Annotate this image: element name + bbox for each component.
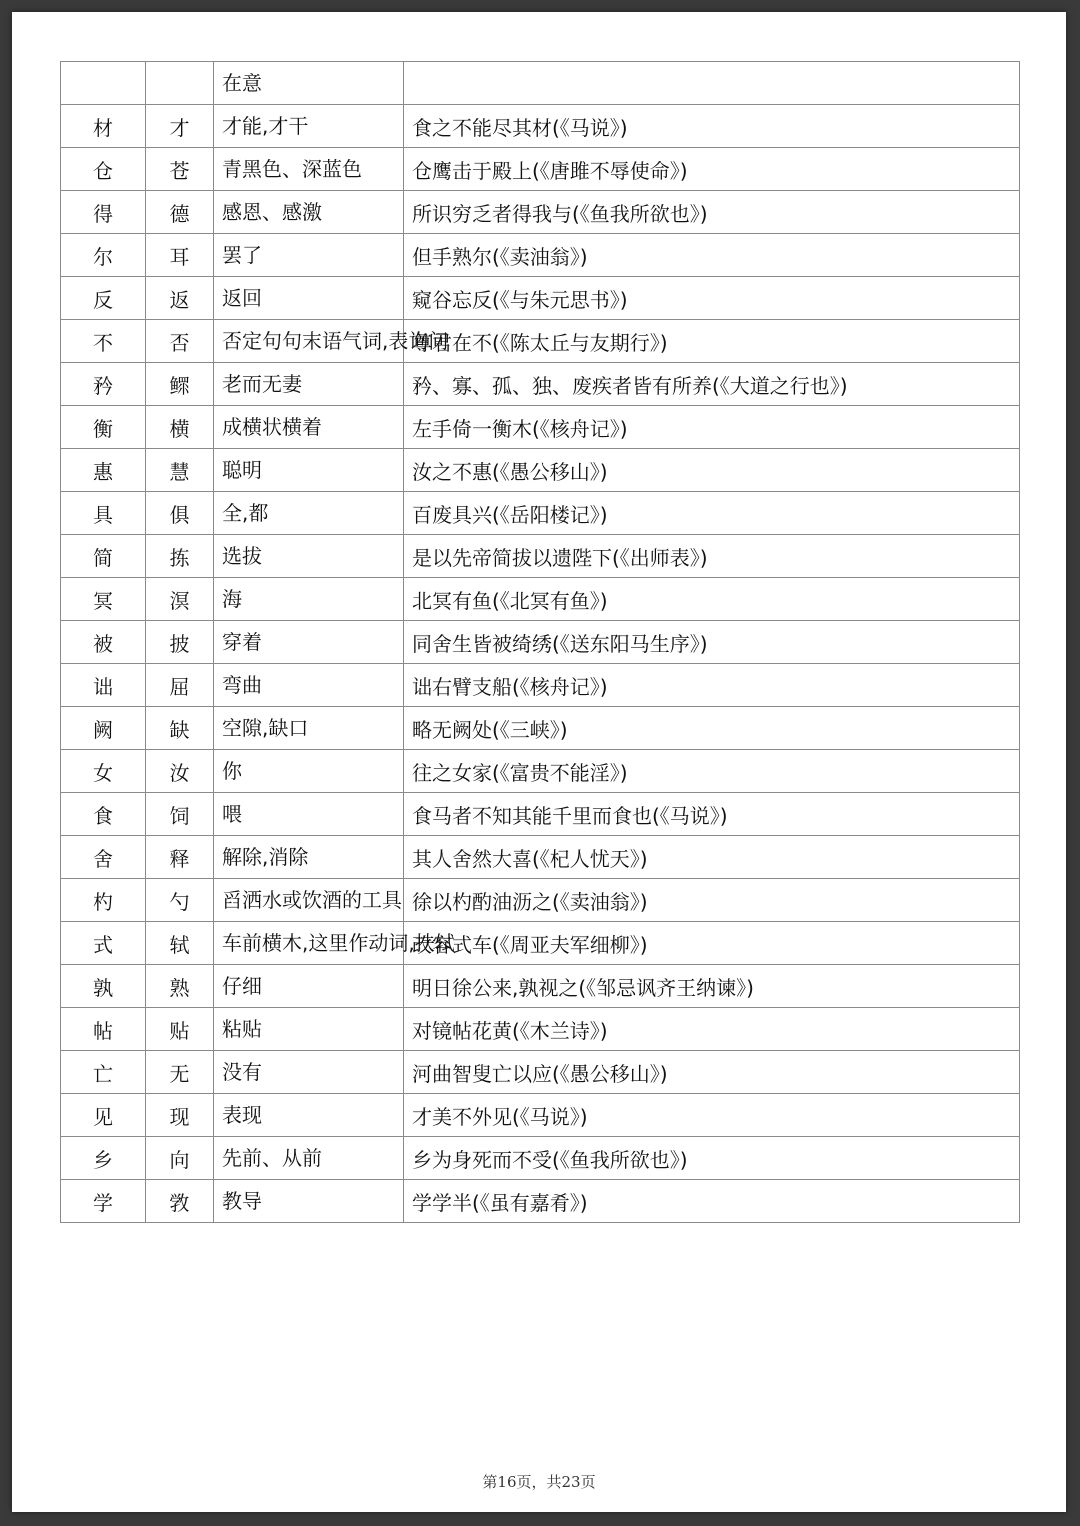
example-sentence-cell: 徐以杓酌油沥之(《卖油翁》): [404, 879, 1020, 922]
example-sentence-cell: 对镜帖花黄(《木兰诗》): [404, 1008, 1020, 1051]
example-sentence-cell: 学学半(《虽有嘉肴》): [404, 1180, 1020, 1223]
tongjia-char-cell: 无: [146, 1051, 214, 1094]
table-row: [61, 707, 1020, 750]
meaning-cell: 老而无妻: [214, 363, 404, 406]
tongjia-char-cell: 才: [146, 105, 214, 148]
page-number: 第16页，共23页: [482, 1473, 596, 1491]
tongjia-char-cell: 敩: [146, 1180, 214, 1223]
original-char-cell: 冥: [61, 578, 146, 621]
meaning-cell: 海: [214, 578, 404, 621]
meaning-cell: 弯曲: [214, 664, 404, 707]
table-row: [61, 535, 1020, 578]
original-char-cell: 矜: [61, 363, 146, 406]
meaning-cell: 解除,消除: [214, 836, 404, 879]
table-row: [61, 105, 1020, 148]
table-row: [61, 922, 1020, 965]
table-row: [61, 1180, 1020, 1223]
tongjia-char-cell: 汝: [146, 750, 214, 793]
example-sentence-cell: 食马者不知其能千里而食也(《马说》): [404, 793, 1020, 836]
table-row: [61, 449, 1020, 492]
tongjia-char-cell: 俱: [146, 492, 214, 535]
tongjia-char-cell: 现: [146, 1094, 214, 1137]
table-row: [61, 879, 1020, 922]
original-char-cell: 反: [61, 277, 146, 320]
tongjia-char-cell: 向: [146, 1137, 214, 1180]
example-sentence-cell: 北冥有鱼(《北冥有鱼》): [404, 578, 1020, 621]
original-char-cell: 式: [61, 922, 146, 965]
tongjia-char-cell: 苍: [146, 148, 214, 191]
table-row: [61, 664, 1020, 707]
original-char-cell: 见: [61, 1094, 146, 1137]
example-sentence-cell: 同舍生皆被绮绣(《送东阳马生序》): [404, 621, 1020, 664]
example-sentence-cell: 改容式车(《周亚夫军细柳》): [404, 922, 1020, 965]
original-char-cell: 衡: [61, 406, 146, 449]
tongjia-char-cell: 横: [146, 406, 214, 449]
meaning-cell: 聪明: [214, 449, 404, 492]
table-row: [61, 406, 1020, 449]
example-sentence-cell: 尊君在不(《陈太丘与友期行》): [404, 320, 1020, 363]
tongjia-char-cell: 鳏: [146, 363, 214, 406]
table-row: [61, 750, 1020, 793]
table-row: [61, 1051, 1020, 1094]
example-sentence-cell: 略无阙处(《三峡》): [404, 707, 1020, 750]
original-char-cell: 食: [61, 793, 146, 836]
document-page: [12, 12, 1066, 1512]
meaning-cell: 成横状横着: [214, 406, 404, 449]
original-char-cell: 不: [61, 320, 146, 363]
tongjiazi-table: [60, 61, 1020, 1223]
table-row: [61, 793, 1020, 836]
tongjia-char-cell: 返: [146, 277, 214, 320]
table-row: [61, 578, 1020, 621]
meaning-cell: 先前、从前: [214, 1137, 404, 1180]
example-sentence-cell: 汝之不惠(《愚公移山》): [404, 449, 1020, 492]
table-row: [61, 277, 1020, 320]
tongjia-char-cell: 否: [146, 320, 214, 363]
example-sentence-cell: 才美不外见(《马说》): [404, 1094, 1020, 1137]
original-char-cell: 孰: [61, 965, 146, 1008]
meaning-cell: 在意: [214, 62, 404, 105]
table-row: [61, 62, 1020, 105]
original-char-cell: [61, 62, 146, 105]
example-sentence-cell: 百废具兴(《岳阳楼记》): [404, 492, 1020, 535]
example-sentence-cell: 明日徐公来,孰视之(《邹忌讽齐王纳谏》): [404, 965, 1020, 1008]
tongjia-char-cell: 贴: [146, 1008, 214, 1051]
example-sentence-cell: 乡为身死而不受(《鱼我所欲也》): [404, 1137, 1020, 1180]
tongjia-char-cell: 慧: [146, 449, 214, 492]
meaning-cell: 喂: [214, 793, 404, 836]
meaning-cell: 没有: [214, 1051, 404, 1094]
original-char-cell: 被: [61, 621, 146, 664]
table-row: [61, 621, 1020, 664]
meaning-cell: 仔细: [214, 965, 404, 1008]
meaning-cell: 罢了: [214, 234, 404, 277]
tongjia-char-cell: 饲: [146, 793, 214, 836]
meaning-cell: 粘贴: [214, 1008, 404, 1051]
meaning-cell: 你: [214, 750, 404, 793]
meaning-cell: 青黑色、深蓝色: [214, 148, 404, 191]
original-char-cell: 阙: [61, 707, 146, 750]
tongjia-char-cell: 拣: [146, 535, 214, 578]
original-char-cell: 惠: [61, 449, 146, 492]
tongjia-char-cell: 德: [146, 191, 214, 234]
tongjia-char-cell: 释: [146, 836, 214, 879]
original-char-cell: 杓: [61, 879, 146, 922]
table-row: [61, 492, 1020, 535]
meaning-cell: 教导: [214, 1180, 404, 1223]
example-sentence-cell: 所识穷乏者得我与(《鱼我所欲也》): [404, 191, 1020, 234]
meaning-text: 否定句句末语气词,表询问: [222, 329, 449, 353]
original-char-cell: 仓: [61, 148, 146, 191]
meaning-cell: 返回: [214, 277, 404, 320]
original-char-cell: 舍: [61, 836, 146, 879]
meaning-text: 车前横木,这里作动词,扶轼: [222, 931, 455, 955]
original-char-cell: 尔: [61, 234, 146, 277]
example-sentence-cell: 是以先帝简拔以遗陛下(《出师表》): [404, 535, 1020, 578]
meaning-cell: 穿着: [214, 621, 404, 664]
original-char-cell: 具: [61, 492, 146, 535]
original-char-cell: 材: [61, 105, 146, 148]
table-row: [61, 1137, 1020, 1180]
original-char-cell: 学: [61, 1180, 146, 1223]
meaning-cell: 全,都: [214, 492, 404, 535]
original-char-cell: 简: [61, 535, 146, 578]
example-sentence-cell: 河曲智叟亡以应(《愚公移山》): [404, 1051, 1020, 1094]
table-row: [61, 148, 1020, 191]
example-sentence-cell: 矜、寡、孤、独、废疾者皆有所养(《大道之行也》): [404, 363, 1020, 406]
meaning-cell: 感恩、感激: [214, 191, 404, 234]
table-row: [61, 320, 1020, 363]
meaning-cell: 选拔: [214, 535, 404, 578]
tongjia-char-cell: 熟: [146, 965, 214, 1008]
meaning-text: 舀洒水或饮酒的工具: [222, 888, 402, 912]
example-sentence-cell: 左手倚一衡木(《核舟记》): [404, 406, 1020, 449]
table-row: [61, 836, 1020, 879]
meaning-cell: [214, 879, 404, 922]
example-sentence-cell: 食之不能尽其材(《马说》): [404, 105, 1020, 148]
original-char-cell: 女: [61, 750, 146, 793]
example-sentence-cell: 其人舍然大喜(《杞人忧天》): [404, 836, 1020, 879]
original-char-cell: 诎: [61, 664, 146, 707]
table-row: [61, 234, 1020, 277]
tongjia-char-cell: 轼: [146, 922, 214, 965]
example-sentence-cell: 往之女家(《富贵不能淫》): [404, 750, 1020, 793]
example-sentence-cell: 窥谷忘反(《与朱元思书》): [404, 277, 1020, 320]
tongjia-char-cell: 缺: [146, 707, 214, 750]
meaning-cell: [214, 320, 449, 363]
meaning-cell: 空隙,缺口: [214, 707, 404, 750]
example-sentence-cell: [404, 62, 1020, 105]
table-row: [61, 191, 1020, 234]
table-row: [61, 363, 1020, 406]
example-sentence-cell: 但手熟尔(《卖油翁》): [404, 234, 1020, 277]
original-char-cell: 帖: [61, 1008, 146, 1051]
meaning-cell: [214, 922, 455, 965]
table-row: [61, 965, 1020, 1008]
tongjia-char-cell: 耳: [146, 234, 214, 277]
table-row: [61, 1094, 1020, 1137]
example-sentence-cell: 仓鹰击于殿上(《唐雎不辱使命》): [404, 148, 1020, 191]
tongjia-char-cell: 屈: [146, 664, 214, 707]
original-char-cell: 得: [61, 191, 146, 234]
table-body: [61, 62, 1020, 1223]
meaning-cell: 表现: [214, 1094, 404, 1137]
example-sentence-cell: 诎右臂支船(《核舟记》): [404, 664, 1020, 707]
original-char-cell: 乡: [61, 1137, 146, 1180]
tongjia-char-cell: 披: [146, 621, 214, 664]
original-char-cell: 亡: [61, 1051, 146, 1094]
table-row: [61, 1008, 1020, 1051]
tongjia-char-cell: 勺: [146, 879, 214, 922]
meaning-cell: 才能,才干: [214, 105, 404, 148]
tongjia-char-cell: 溟: [146, 578, 214, 621]
tongjia-char-cell: [146, 62, 214, 105]
